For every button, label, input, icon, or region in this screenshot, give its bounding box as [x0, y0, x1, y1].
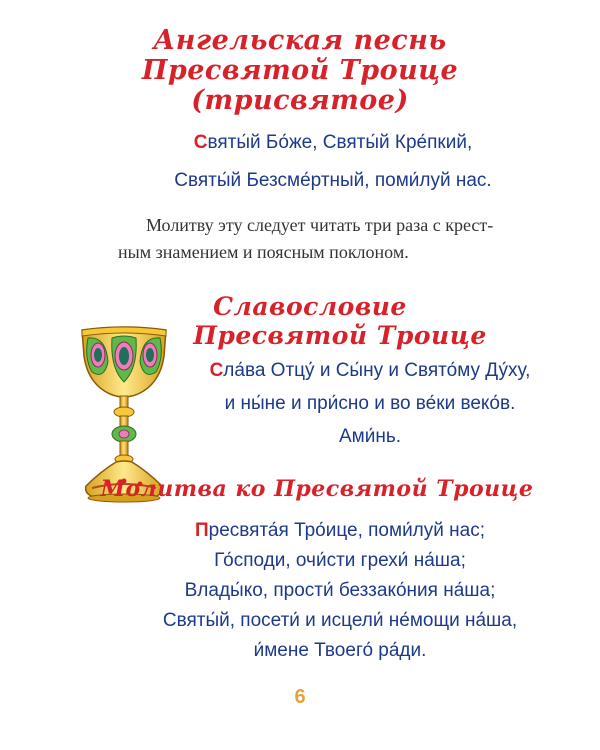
trinity-prayer-line-2: Го́споди, очи́сти грехи́ на́ша; [214, 550, 466, 571]
doxology-verse-line-1-text: ла́ва Отцу́ и Сы́ну и Свято́му Ду́ху, [223, 360, 531, 381]
trinity-prayer-line-3: Влады́ко, прости́ беззако́ния на́ша; [184, 580, 496, 601]
trisagion-title-line-3: (трисвятое) [191, 85, 409, 116]
trisagion-initial-letter: С [193, 132, 208, 153]
trinity-prayer-line-1-text: ресвята́я Тро́ице, поми́луй нас; [208, 520, 485, 541]
trisagion-verse [100, 124, 566, 200]
instruction-note-line-1: Молитву эту следует читать три раза с крест- [146, 215, 494, 235]
trinity-prayer-title [0, 475, 600, 503]
trisagion-verse-line-1 [100, 124, 566, 162]
doxology-verse-line-3: Ами́нь. [338, 426, 402, 447]
page-number: 6 [294, 686, 306, 708]
doxology-verse [170, 354, 570, 453]
doxology-title-line-1: Славословие [213, 292, 407, 321]
doxology-verse-line-2: и ны́не и при́сно и во ве́ки веко́в. [224, 393, 516, 414]
trisagion-verse-line-1-text: вяты́й Бо́же, Святы́й Кре́пкий, [207, 132, 473, 153]
doxology-initial-letter: С [209, 360, 224, 381]
trisagion-verse-line-2: Святы́й Безсме́ртный, поми́луй нас. [174, 170, 492, 191]
trisagion-title-line-2: Пресвятой Троице [141, 55, 459, 86]
trinity-prayer-verse [100, 516, 580, 666]
instruction-note [118, 212, 493, 266]
trinity-prayer-initial-letter: П [194, 520, 209, 541]
trinity-prayer-line-4: Святы́й, посети́ и исцели́ не́мощи на́ша, [162, 610, 518, 631]
trinity-prayer-line-5: и́мене Твоего́ ра́ди. [253, 640, 427, 661]
trisagion-title-line-1: Ангельская песнь [153, 25, 447, 56]
trisagion-title [0, 26, 600, 116]
doxology-verse-line-1 [170, 354, 570, 387]
trinity-prayer-line-1 [100, 516, 580, 546]
instruction-note-line-2: ным знамением и поясным поклоном. [118, 242, 409, 262]
trinity-prayer-title-line: Молитва ко Пресвятой Троице [100, 476, 534, 502]
doxology-title-line-2: Пресвятой Троице [193, 321, 487, 350]
